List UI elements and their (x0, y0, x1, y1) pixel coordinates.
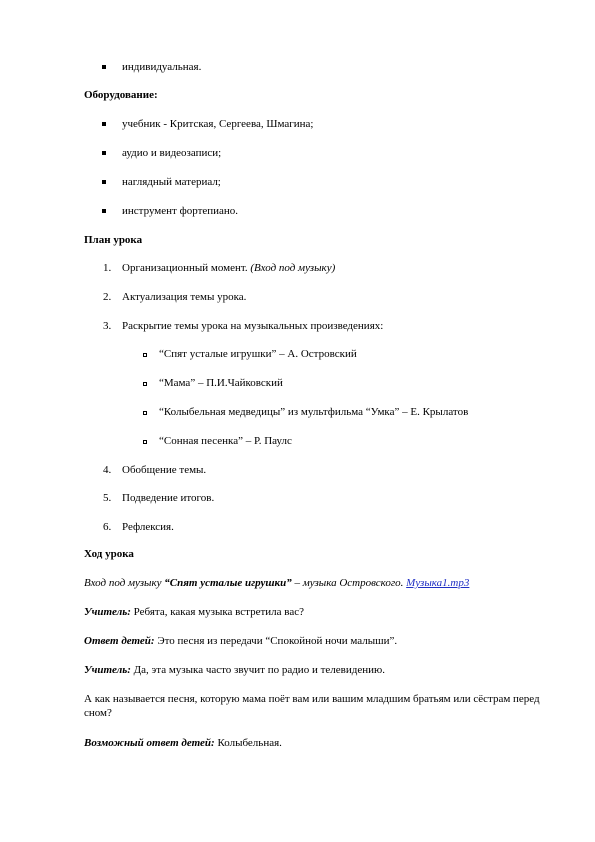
possible-text: Колыбельная. (214, 737, 282, 749)
kids-text: Это песня из передачи “Спокойной ночи малыши”. (154, 635, 398, 647)
list-item: инструмент фортепиано. (122, 205, 239, 217)
list-item-note: (Вход под музыку) (250, 262, 336, 274)
sub-list-item: “Спят усталые игрушки” – А. Островский (159, 348, 357, 360)
teacher-label: Учитель: (84, 664, 131, 676)
sub-list-item: “Мама” – П.И.Чайковский (159, 377, 283, 389)
list-item: Обобщение темы. (122, 464, 207, 476)
lesson-heading: Ход урока (84, 548, 134, 560)
hollow-bullet-icon (143, 382, 147, 386)
list-item: аудио и видеозаписи; (122, 147, 222, 159)
bullet-icon (102, 65, 106, 69)
question-paragraph: А как называется песня, которую мама поёт вам или вашим младшим братьям или сёстрам перед сном? (84, 693, 540, 719)
list-item: наглядный материал; (122, 176, 221, 188)
intro-prefix: Вход под музыку (84, 577, 165, 589)
bullet-icon (102, 122, 106, 126)
hollow-bullet-icon (143, 411, 147, 415)
list-item: Раскрытие темы урока на музыкальных произведениях: (122, 320, 384, 332)
list-item (122, 261, 335, 275)
sub-list-item: “Колыбельная медведицы” из мультфильма “Умка” – Е. Крылатов (159, 406, 469, 418)
teacher-text: Да, эта музыка часто звучит по радио и телевидению. (130, 664, 385, 676)
hollow-bullet-icon (143, 440, 147, 444)
possible-answer-line (84, 736, 282, 750)
bullet-icon (102, 180, 106, 184)
bullet-icon (102, 209, 106, 213)
bullet-icon (102, 151, 106, 155)
list-number: 6. (103, 521, 112, 533)
plan-heading: План урока (84, 234, 143, 246)
sub-list-item: “Сонная песенка” – Р. Паулс (159, 435, 292, 447)
kids-answer-line (84, 634, 397, 648)
list-item: Подведение итогов. (122, 492, 215, 504)
list-number: 5. (103, 492, 112, 504)
audio-link[interactable]: Музыка1.mp3 (406, 577, 470, 589)
hollow-bullet-icon (143, 353, 147, 357)
list-item: индивидуальная. (122, 61, 202, 73)
possible-label: Возможный ответ детей: (84, 737, 215, 749)
teacher-line (84, 663, 385, 677)
intro-suffix: – музыка Островского. (291, 577, 407, 589)
intro-paragraph (84, 576, 469, 590)
kids-label: Ответ детей: (84, 635, 155, 647)
teacher-text: Ребята, какая музыка встретила вас? (130, 606, 305, 618)
list-number: 4. (103, 464, 112, 476)
equipment-heading: Оборудование: (84, 89, 158, 101)
list-item: Актуализация темы урока. (122, 291, 247, 303)
teacher-line (84, 605, 304, 619)
list-number: 1. (103, 262, 112, 274)
list-item: Рефлексия. (122, 521, 174, 533)
intro-song: “Спят усталые игрушки” (164, 577, 292, 589)
list-number: 2. (103, 291, 112, 303)
list-item-text: Организационный момент. (122, 262, 251, 274)
list-number: 3. (103, 320, 112, 332)
list-item: учебник - Критская, Сергеева, Шмагина; (122, 118, 314, 130)
teacher-label: Учитель: (84, 606, 131, 618)
